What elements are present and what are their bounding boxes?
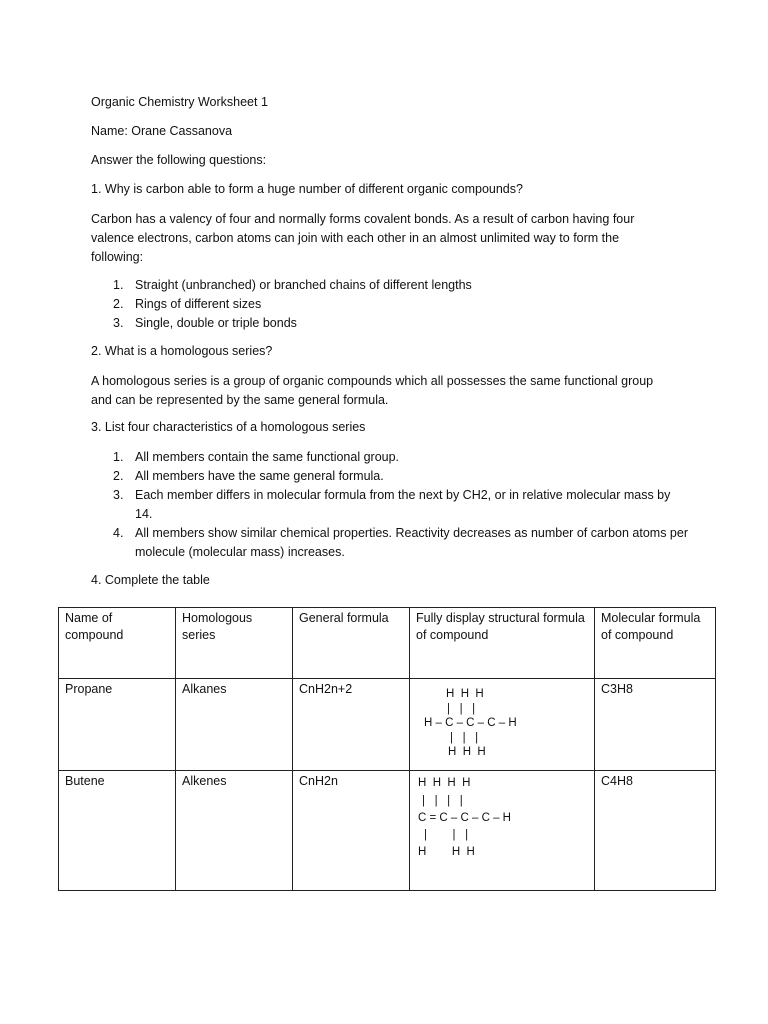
list-item: 3. Single, double or triple bonds bbox=[113, 316, 297, 330]
cell-name: Propane bbox=[59, 679, 176, 771]
instructions: Answer the following questions: bbox=[91, 153, 267, 167]
table-row bbox=[59, 771, 716, 891]
structure-top-atoms: H H H bbox=[446, 688, 484, 700]
worksheet-title: Organic Chemistry Worksheet 1 bbox=[91, 95, 268, 109]
structure-bottom-atoms: H H H bbox=[448, 746, 486, 758]
table-header-row bbox=[59, 608, 716, 679]
list-item: 2. All members have the same general formula. bbox=[113, 469, 384, 483]
list-item: 1. All members contain the same functional group. bbox=[113, 450, 400, 464]
cell-molecular: C3H8 bbox=[595, 679, 716, 771]
butene-structure bbox=[416, 773, 586, 863]
cell-series: Alkanes bbox=[176, 679, 293, 771]
header-structure: Fully display structural formula of compound bbox=[410, 608, 595, 679]
question-4: 4. Complete the table bbox=[91, 573, 210, 587]
structure-bottom-bonds: | | | bbox=[424, 829, 469, 841]
answer-3-list bbox=[113, 448, 688, 562]
list-item: 2. Rings of different sizes bbox=[113, 297, 262, 311]
cell-general: CnH2n bbox=[293, 771, 410, 891]
question-2: 2. What is a homologous series? bbox=[91, 344, 273, 358]
answer-1: Carbon has a valency of four and normally forms covalent bonds. As a result of carbon having four valence electrons, carbon atoms can join with each other in an almost unlimited way to form the following: bbox=[91, 212, 635, 264]
header-name: Name of compound bbox=[59, 608, 176, 679]
propane-structure bbox=[416, 681, 586, 765]
table-row bbox=[59, 679, 716, 771]
cell-general: CnH2n+2 bbox=[293, 679, 410, 771]
answer-2: A homologous series is a group of organic compounds which all possesses the same functional group and can be represented by the same general formula. bbox=[91, 374, 654, 407]
structure-top-bonds: | | | bbox=[447, 703, 476, 715]
cell-molecular: C4H8 bbox=[595, 771, 716, 891]
structure-chain: H – C – C – C – H bbox=[424, 717, 517, 729]
structure-chain: C = C – C – C – H bbox=[418, 812, 511, 824]
header-general: General formula bbox=[293, 608, 410, 679]
cell-series: Alkenes bbox=[176, 771, 293, 891]
list-item: 1. Straight (unbranched) or branched chains of different lengths bbox=[113, 278, 472, 292]
header-molecular: Molecular formula of compound bbox=[595, 608, 716, 679]
compound-table bbox=[58, 607, 716, 891]
structure-bottom-atoms: H H H bbox=[418, 846, 475, 858]
question-3: 3. List four characteristics of a homologous series bbox=[91, 420, 366, 434]
student-name: Name: Orane Cassanova bbox=[91, 124, 233, 138]
cell-structure bbox=[410, 771, 595, 891]
structure-top-atoms: H H H H bbox=[418, 777, 471, 789]
structure-top-bonds: | | | | bbox=[422, 795, 463, 807]
question-1: 1. Why is carbon able to form a huge number of different organic compounds? bbox=[91, 182, 523, 196]
cell-name: Butene bbox=[59, 771, 176, 891]
list-item: 4. All members show similar chemical properties. Reactivity decreases as number of carbon atoms per molecule (molecular mass) increases. bbox=[113, 526, 688, 559]
answer-1-list bbox=[113, 276, 688, 333]
cell-structure bbox=[410, 679, 595, 771]
header-series: Homologous series bbox=[176, 608, 293, 679]
structure-bottom-bonds: | | | bbox=[450, 732, 479, 744]
list-item: 3. Each member differs in molecular formula from the next by CH2, or in relative molecular mass by 14. bbox=[113, 488, 671, 521]
